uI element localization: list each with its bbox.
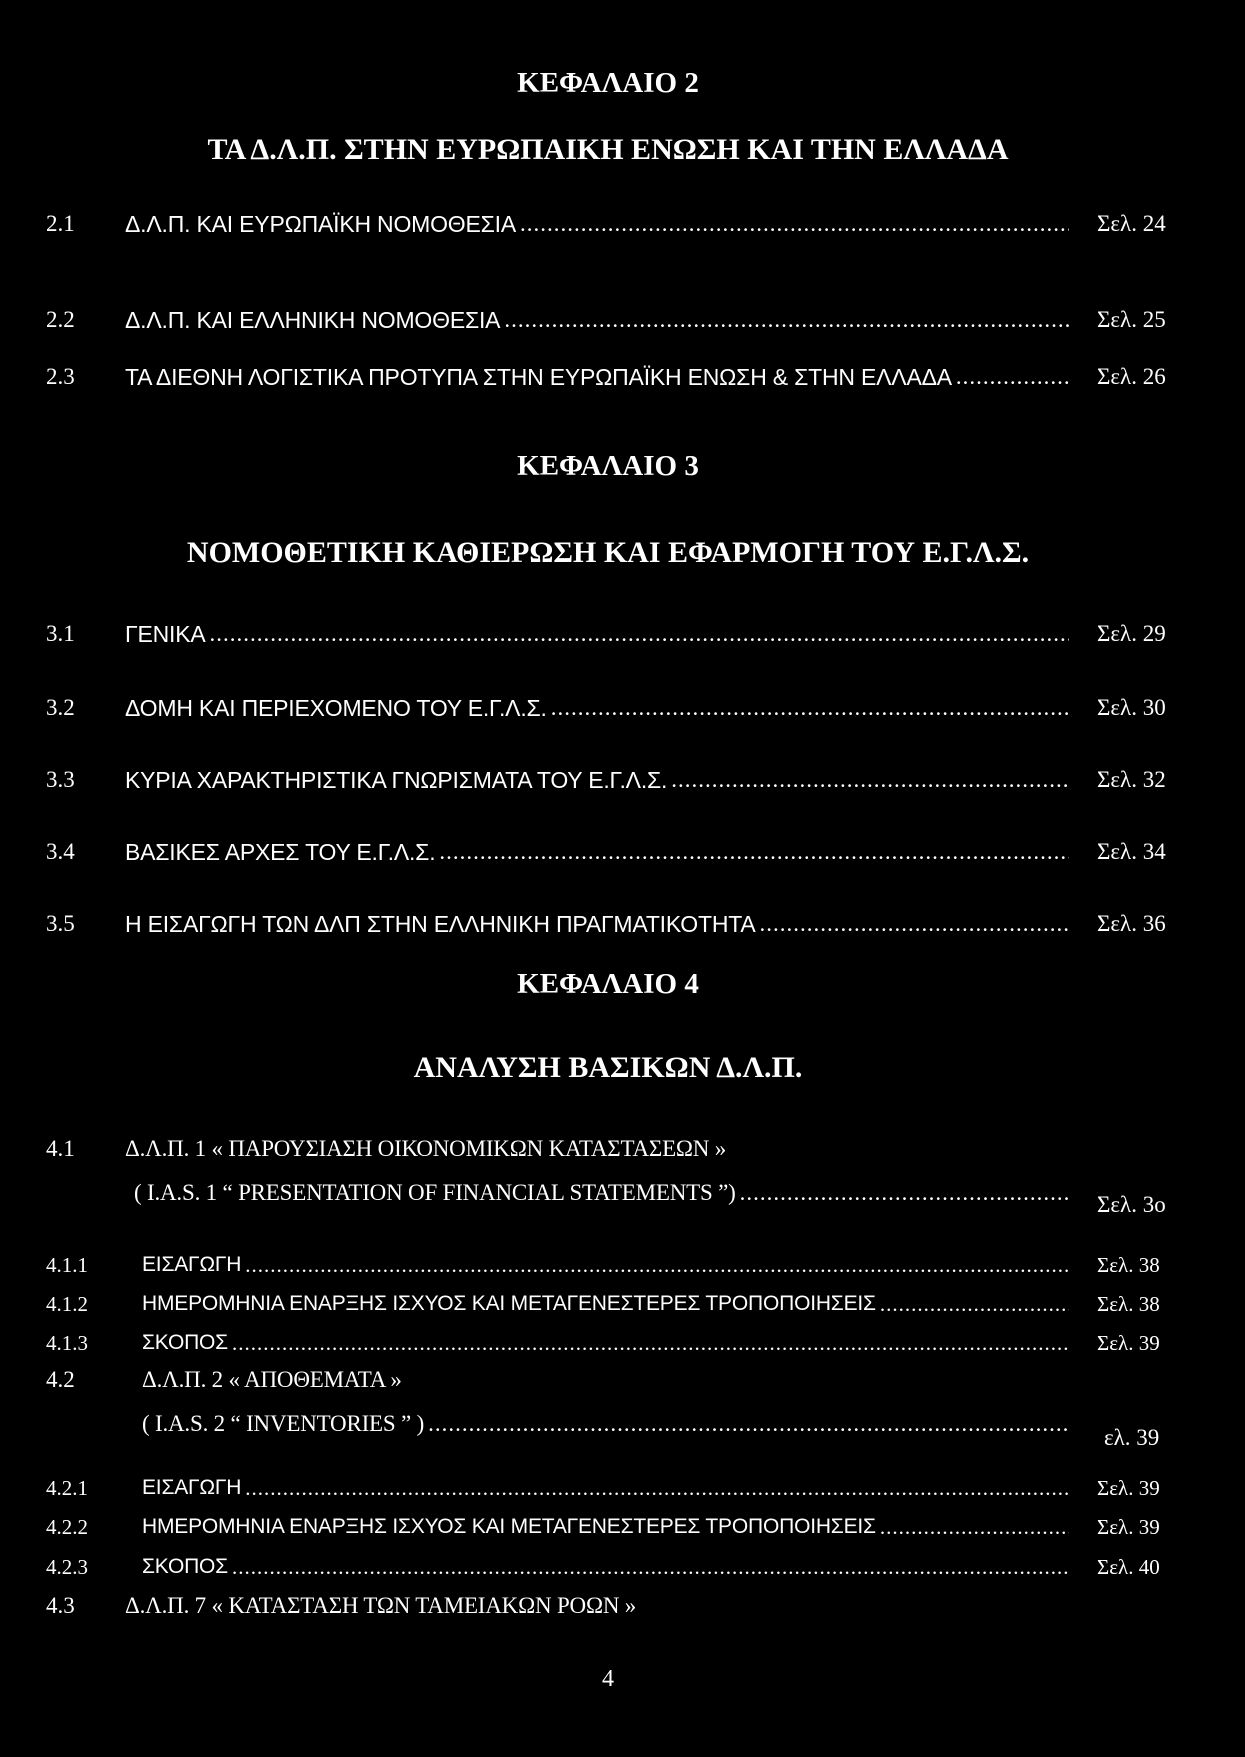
- dot-leader: [210, 621, 1070, 647]
- dot-leader: [232, 1331, 1069, 1356]
- toc-entry-3-3[interactable]: [0, 763, 1245, 797]
- toc-entry-4-1-1[interactable]: [0, 1248, 1245, 1282]
- toc-number: 2.1: [46, 211, 75, 236]
- toc-entry-4-1[interactable]: [0, 1132, 1245, 1166]
- toc-entry-4-2[interactable]: [0, 1363, 1245, 1397]
- toc-number: 4.1.3: [46, 1331, 88, 1355]
- dot-leader: [245, 1253, 1069, 1278]
- toc-number: 2.3: [46, 364, 75, 389]
- toc-number: 4.2.2: [46, 1515, 88, 1539]
- toc-title: ΕΙΣΑΓΩΓΗ: [142, 1476, 242, 1499]
- toc-number: 4.2.1: [46, 1476, 88, 1500]
- toc-entry-3-5[interactable]: [0, 907, 1245, 941]
- toc-number: 3.4: [46, 839, 75, 864]
- toc-title: ΕΙΣΑΓΩΓΗ: [142, 1253, 242, 1276]
- toc-number: 4.2.3: [46, 1555, 88, 1579]
- toc-page: Σελ. 36: [1097, 911, 1166, 936]
- chapter-2-title: ΤΑ Δ.Λ.Π. ΣΤΗΝ ΕΥΡΩΠΑΙΚΗ ΕΝΩΣΗ ΚΑΙ ΤΗΝ ΕΛΛΑΔΑ: [207, 133, 1009, 166]
- toc-title: Η ΕΙΣΑΓΩΓΗ ΤΩΝ ΔΛΠ ΣΤΗΝ ΕΛΛΗΝΙΚΗ ΠΡΑΓΜΑΤΙΚΟΤΗΤΑ: [125, 910, 756, 937]
- toc-title: ΔΟΜΗ ΚΑΙ ΠΕΡΙΕΧΟΜΕΝΟ ΤΟΥ Ε.Γ.Λ.Σ.: [125, 694, 547, 721]
- dot-leader: [880, 1515, 1069, 1540]
- toc-page: Σελ. 39: [1097, 1331, 1160, 1355]
- toc-title: ΤΑ ΔΙΕΘΝΗ ΛΟΓΙΣΤΙΚΑ ΠΡΟΤΥΠΑ ΣΤΗΝ ΕΥΡΩΠΑΪΚΗ ΕΝΩΣΗ & ΣΤΗΝ ΕΛΛΑΔΑ: [125, 363, 952, 390]
- page-number: 4: [602, 1666, 614, 1692]
- toc-title: ( I.A.S. 2 “ INVENTORIES ” ): [142, 1411, 425, 1436]
- toc-entry-4-3[interactable]: [0, 1589, 1245, 1623]
- toc-title: ΗΜΕΡΟΜΗΝΙΑ ΕΝΑΡΞΗΣ ΙΣΧΥΟΣ ΚΑΙ ΜΕΤΑΓΕΝΕΣΤΕΡΕΣ ΤΡΟΠΟΠΟΙΗΣΕΙΣ: [142, 1515, 876, 1538]
- toc-title: Δ.Λ.Π. ΚΑΙ ΕΥΡΩΠΑΪΚΗ ΝΟΜΟΘΕΣΙΑ: [125, 210, 516, 237]
- dot-leader: [671, 767, 1069, 793]
- dot-leader: [232, 1555, 1069, 1580]
- toc-number: 2.2: [46, 307, 75, 332]
- toc-title: ΚΥΡΙΑ ΧΑΡΑΚΤΗΡΙΣΤΙΚΑ ΓΝΩΡΙΣΜΑΤΑ ΤΟΥ Ε.Γ.Λ.Σ.: [125, 766, 668, 793]
- toc-title: Δ.Λ.Π. ΚΑΙ ΕΛΛΗΝΙΚΗ ΝΟΜΟΘΕΣΙΑ: [125, 306, 501, 333]
- toc-number: 4.1: [46, 1136, 75, 1161]
- dot-leader: [740, 1180, 1069, 1206]
- toc-number: 3.1: [46, 621, 75, 646]
- toc-page: ελ. 39: [1104, 1425, 1160, 1450]
- toc-title: Δ.Λ.Π. 2 « ΑΠΟΘΕΜΑΤΑ »: [142, 1367, 402, 1392]
- toc-page: Σελ. 38: [1097, 1253, 1160, 1277]
- dot-leader: [956, 364, 1069, 390]
- dot-leader: [504, 307, 1069, 333]
- toc-entry-4-2-3[interactable]: [0, 1550, 1245, 1584]
- toc-page: Σελ. 32: [1097, 767, 1166, 792]
- toc-title: ΣΚΟΠΟΣ: [142, 1555, 228, 1578]
- chapter-4-title: ΑΝΑΛΥΣΗ ΒΑΣΙΚΩΝ Δ.Λ.Π.: [413, 1051, 803, 1084]
- toc-number: 3.3: [46, 767, 75, 792]
- toc-page: Σελ. 39: [1097, 1515, 1160, 1539]
- dot-leader: [428, 1411, 1069, 1437]
- toc-entry-2-3[interactable]: [0, 360, 1245, 394]
- chapter-3-label: ΚΕΦΑΛΑΙΟ 3: [517, 450, 699, 482]
- toc-page: Σελ. 3ο: [1097, 1192, 1166, 1217]
- toc-number: 4.2: [46, 1367, 75, 1392]
- dot-leader: [760, 911, 1069, 937]
- toc-page: Σελ. 24: [1097, 211, 1166, 236]
- toc-entry-3-1[interactable]: [0, 617, 1245, 651]
- toc-entry-3-2[interactable]: [0, 691, 1245, 725]
- toc-page: Σελ. 34: [1097, 839, 1166, 864]
- toc-number: 3.5: [46, 911, 75, 936]
- toc-entry-2-2[interactable]: [0, 303, 1245, 337]
- toc-entry-4-1-3[interactable]: [0, 1326, 1245, 1360]
- toc-entry-4-2-english[interactable]: [0, 1407, 1245, 1450]
- dot-leader: [880, 1292, 1069, 1317]
- toc-title: ΓΕΝΙΚΑ: [125, 620, 206, 647]
- toc-number: 4.1.1: [46, 1253, 88, 1277]
- toc-page: Σελ. 25: [1097, 307, 1166, 332]
- toc-number: 4.1.2: [46, 1292, 88, 1316]
- dot-leader: [439, 839, 1069, 865]
- dot-leader: [245, 1476, 1069, 1501]
- toc-page: Σελ. 38: [1097, 1292, 1160, 1316]
- toc-number: 4.3: [46, 1593, 75, 1618]
- toc-page: Σελ. 29: [1097, 621, 1166, 646]
- toc-title: Δ.Λ.Π. 7 « ΚΑΤΑΣΤΑΣΗ ΤΩΝ ΤΑΜΕΙΑΚΩΝ ΡΟΩΝ »: [125, 1593, 637, 1618]
- toc-title: ΣΚΟΠΟΣ: [142, 1331, 228, 1354]
- toc-entry-4-1-2[interactable]: [0, 1287, 1245, 1321]
- dot-leader: [520, 211, 1069, 237]
- toc-number: 3.2: [46, 695, 75, 720]
- toc-title: ( I.A.S. 1 “ PRESENTATION OF FINANCIAL STATEMENTS ”): [134, 1180, 736, 1205]
- toc-page: Σελ. 39: [1097, 1476, 1160, 1500]
- toc-entry-3-4[interactable]: [0, 835, 1245, 869]
- toc-entry-2-1[interactable]: [0, 207, 1245, 241]
- dot-leader: [551, 695, 1069, 721]
- chapter-3-title: ΝΟΜΟΘΕΤΙΚΗ ΚΑΘΙΕΡΩΣΗ ΚΑΙ ΕΦΑΡΜΟΓΗ ΤΟΥ Ε.Γ.Λ.Σ.: [186, 536, 1030, 569]
- toc-entry-4-2-1[interactable]: [0, 1471, 1245, 1505]
- toc-page: Σελ. 40: [1097, 1555, 1160, 1579]
- toc-title: Δ.Λ.Π. 1 « ΠΑΡΟΥΣΙΑΣΗ ΟΙΚΟΝΟΜΙΚΩΝ ΚΑΤΑΣΤΑΣΕΩΝ »: [125, 1136, 727, 1161]
- toc-page: Σελ. 30: [1097, 695, 1166, 720]
- toc-entry-4-2-2[interactable]: [0, 1510, 1245, 1544]
- chapter-2-label: ΚΕΦΑΛΑΙΟ 2: [517, 67, 699, 99]
- toc-title: ΒΑΣΙΚΕΣ ΑΡΧΕΣ ΤΟΥ Ε.Γ.Λ.Σ.: [125, 838, 436, 865]
- toc-title: ΗΜΕΡΟΜΗΝΙΑ ΕΝΑΡΞΗΣ ΙΣΧΥΟΣ ΚΑΙ ΜΕΤΑΓΕΝΕΣΤΕΡΕΣ ΤΡΟΠΟΠΟΙΗΣΕΙΣ: [142, 1292, 876, 1315]
- toc-entry-4-1-english[interactable]: [0, 1176, 1245, 1217]
- chapter-4-label: ΚΕΦΑΛΑΙΟ 4: [517, 968, 699, 1000]
- toc-page: Σελ. 26: [1097, 364, 1166, 389]
